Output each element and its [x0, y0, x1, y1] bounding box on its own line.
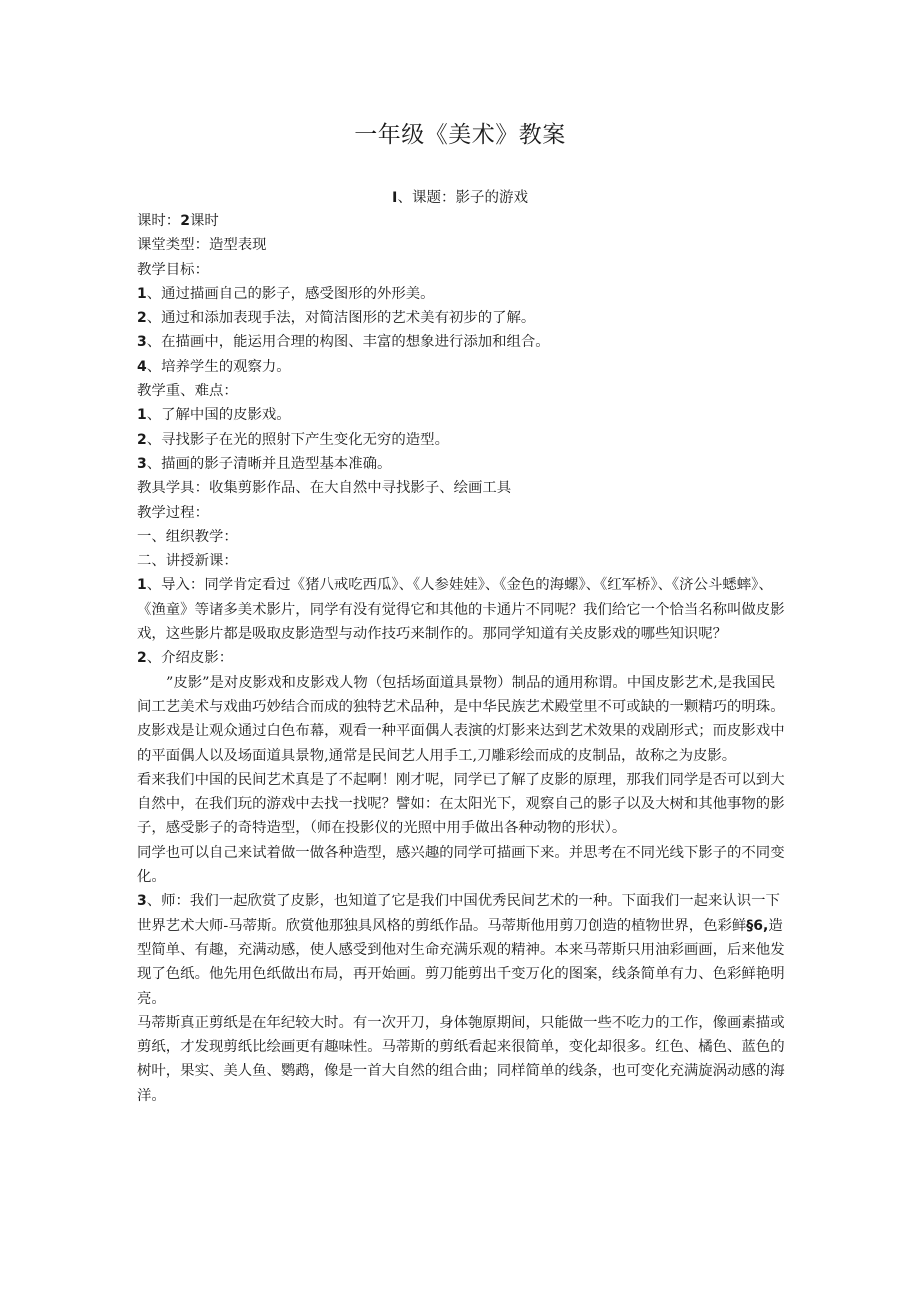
shadow-heading: 2、介绍皮影：	[137, 650, 234, 667]
keypoint-item: 1、了解中国的皮影戏。	[137, 407, 291, 424]
step-two: 二、讲授新课：	[137, 553, 238, 570]
objective-item: 4、培养学生的观察力。	[137, 358, 291, 375]
document-body	[137, 209, 787, 1108]
objectives-heading: 教学目标：	[137, 261, 209, 278]
keypoint-item: 3、描画的影子清晰并且造型基本准确。	[137, 455, 392, 472]
matisse-paragraph-1: 3、师：我们一起欣赏了皮影，也知道了它是我们中国优秀民间艺术的一种。下面我们一起来认识一下世界艺术大师-马蒂斯。欣赏他那独具风格的剪纸作品。马蒂斯他用剪刀创造的植物世界，色彩鲜§6,造型简单、有趣，充满动感，使人感受到他对生命充满乐观的精神。本来马蒂斯只用油彩画画，后来他发现了色纸。他先用色纸做出布局，再开始画。剪刀能剪出千变万化的图案，线条简单有力、色彩鲜艳明亮。	[137, 893, 785, 1007]
lesson-heading	[0, 186, 920, 207]
shadow-paragraph-2: 皮影戏是让观众通过白色布幕，观看一种平面偶人表演的灯影来达到艺术效果的戏剧形式；而皮影戏中的平面偶人以及场面道具景物,通常是民间艺人用手工,刀雕彩绘而成的皮制品，故称之为皮影。	[137, 723, 785, 764]
lesson-title: 、课题：影子的游戏	[397, 190, 528, 206]
tools-line: 教具学具：收集剪影作品、在大自然中寻找影子、绘画工具	[137, 480, 512, 497]
shadow-paragraph-3: 看来我们中国的民间艺术真是了不起啊！刚才呢，同学已了解了皮影的原理，那我们同学是否可以到大自然中，在我们玩的游戏中去找一找呢？譬如：在太阳光下，观察自己的影子以及大树和其他事物的影子，感受影子的奇特造型，（师在投影仪的光照中用手做出各种动物的形状）。	[137, 771, 785, 837]
class-hours: 课时：2课时	[137, 213, 219, 229]
shadow-paragraph-4: 同学也可以自己来试着做一做各种造型，感兴趣的同学可描画下来。并思考在不同光线下影子的不同变化。	[137, 844, 785, 886]
objective-item: 1、通过描画自己的影子，感受图形的外形美。	[137, 285, 435, 302]
class-type: 课堂类型：造型表现	[137, 237, 267, 254]
step-one: 一、组织教学：	[137, 528, 238, 545]
document-title: 一年级《美术》教案	[354, 122, 566, 148]
shadow-paragraph-1: ”皮影”是对皮影戏和皮影戏人物（包括场面道具景物）制品的通用称谓。中国皮影艺术,是我国民间工艺美术与戏曲巧妙结合而成的独特艺术品种，是中华民族艺术殿堂里不可或缺的一颗精巧的明珠。	[137, 674, 785, 715]
keypoint-item: 2、寻找影子在光的照射下产生变化无穷的造型。	[137, 431, 449, 448]
lesson-number: I	[392, 190, 398, 206]
objective-item: 3、在描画中，能运用合理的构图、丰富的想象进行添加和组合。	[137, 334, 550, 351]
process-heading: 教学过程：	[137, 504, 209, 521]
matisse-paragraph-2: 马蒂斯真正剪纸是在年纪较大时。有一次开刀，身体匏原期间，只能做一些不吃力的工作，像画素描或剪纸，才发现剪纸比绘画更有趣味性。马蒂斯的剪纸看起来很简单，变化却很多。红色、橘色、蓝色的树叶，果实、美人鱼、鹦鹉，像是一首大自然的组合曲；同样简单的线条，也可变化充满旋涡动感的海洋。	[137, 1014, 785, 1104]
intro-paragraph: 1、导入：同学肯定看过《猪八戒吃西瓜》、《人参娃娃》、《金色的海螺》、《红军桥》、《济公斗蟋蟀》、《渔童》等诸多美术影片，同学有没有觉得它和其他的卡通片不同呢？我们给它一个恰当名称叫做皮影戏，这些影片都是吸取皮影造型与动作技巧来制作的。那同学知道有关皮影戏的哪些知识呢？	[137, 577, 785, 643]
keypoints-heading: 教学重、难点：	[137, 383, 238, 400]
objective-item: 2、通过和添加表现手法，对简洁图形的艺术美有初步的了解。	[137, 310, 536, 327]
